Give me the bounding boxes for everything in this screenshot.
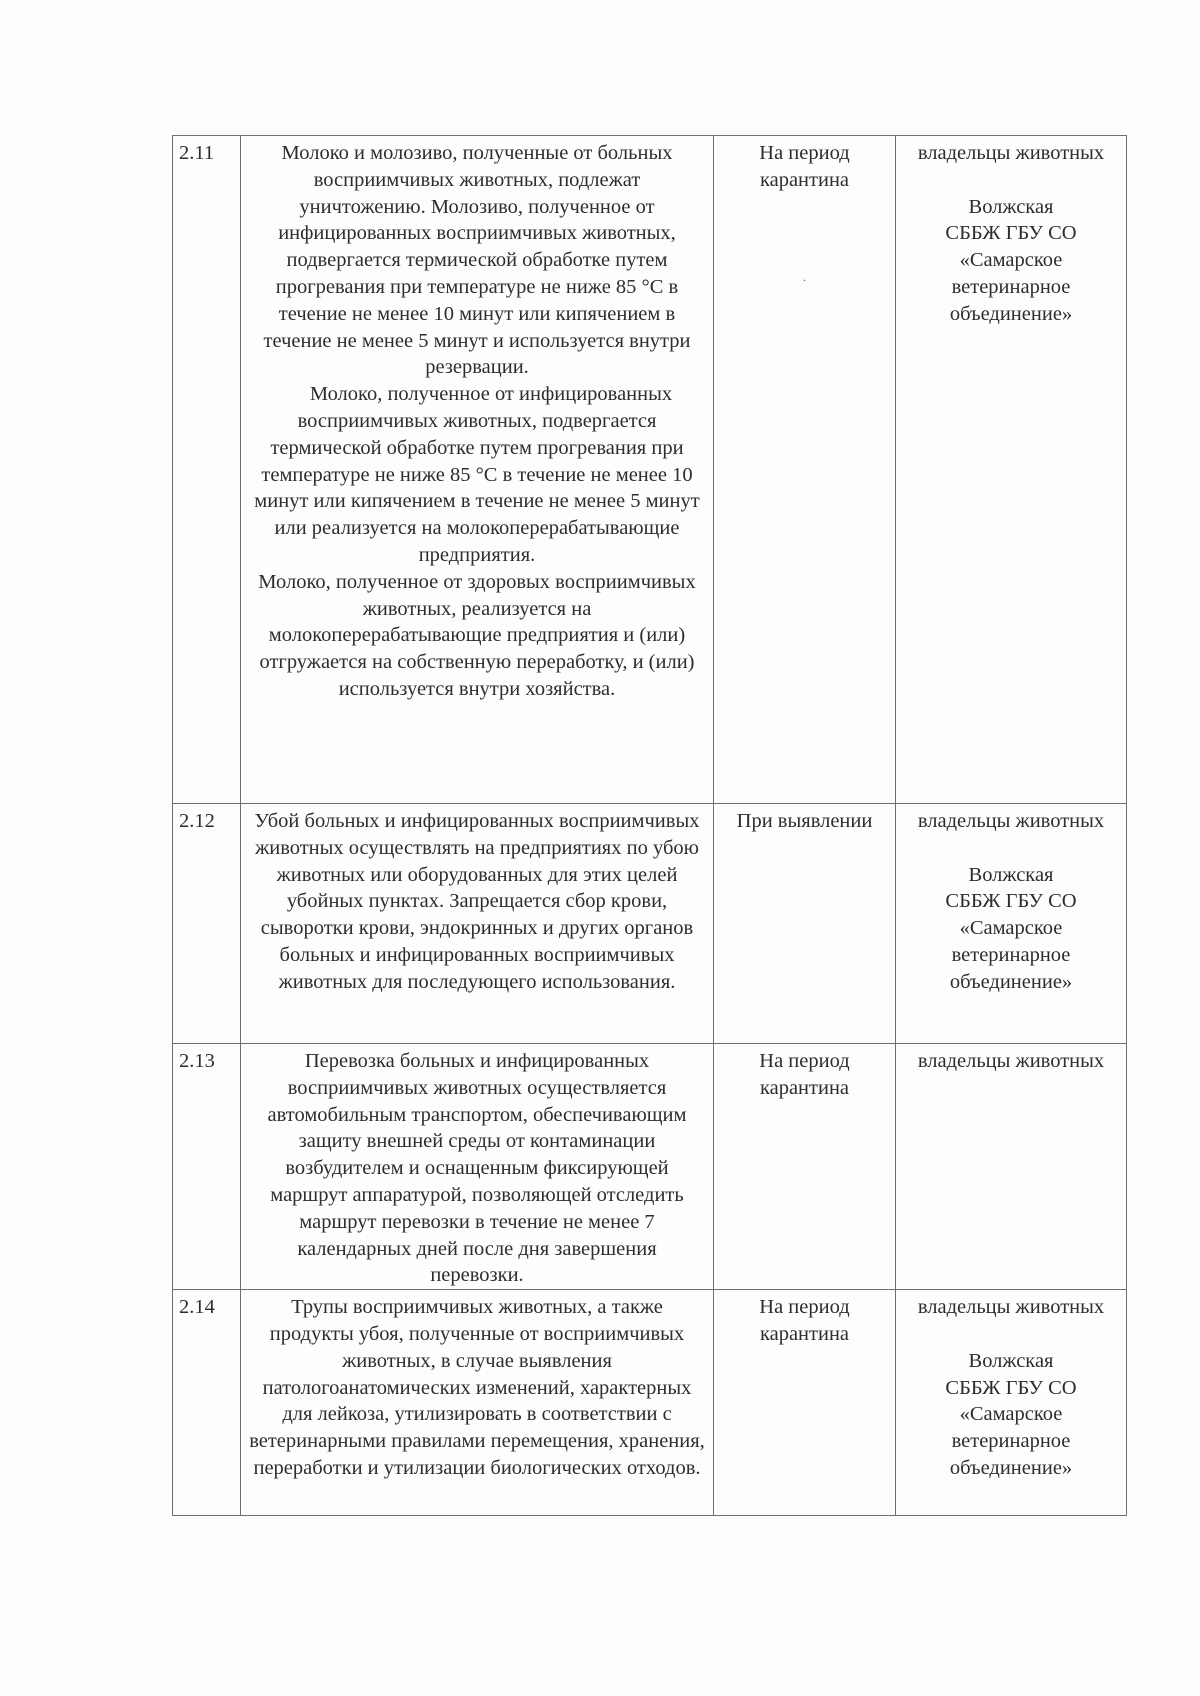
term-cell: [714, 1044, 896, 1290]
responsible-org-line: ветеринарное: [951, 943, 1071, 966]
measure-paragraph: Молоко и молозиво, полученные от больных восприимчивых животных, подлежат уничтожению. Молозиво, полученное от инфицированных восприимчивых животных, подвергается термической обработке путем прогревания при температуре не ниже 85 °С в течение не менее 10 минут или кипячением в течение не менее 5 минут и используется внутри резервации.: [263, 142, 691, 379]
responsible-owners: владельцы животных: [917, 810, 1105, 832]
responsible-org-line: СББЖ ГБУ СО: [945, 890, 1077, 913]
responsible-owners: владельцы животных: [917, 1050, 1105, 1072]
measure-text: [241, 136, 714, 804]
term-text: При выявлении: [736, 810, 873, 832]
table-row: [173, 136, 1127, 804]
term-cell: [714, 804, 896, 1044]
row-number: 2.14: [173, 1290, 241, 1516]
responsible-org-line: ветеринарное: [951, 275, 1071, 298]
measure-paragraph: Убой больных и инфицированных восприимчивых животных осуществлять на предприятиях по убою животных или оборудованных для этих целей убойных пунктах. Запрещается сбор крови, сыворотки крови, эндокринных и других органов больных и инфицированных восприимчивых животных для последующего использования.: [254, 810, 700, 993]
responsible-org-line: «Самарское: [959, 1403, 1063, 1426]
responsible-cell: [896, 1044, 1127, 1290]
measure-text: [241, 804, 714, 1044]
responsible-cell: [896, 804, 1127, 1044]
responsible-org-line: «Самарское: [959, 249, 1063, 272]
row-number: 2.12: [173, 804, 241, 1044]
row-number: 2.11: [173, 136, 241, 804]
responsible-org-line: объединение»: [949, 302, 1073, 325]
responsible-owners: владельцы животных: [917, 142, 1105, 164]
responsible-cell: [896, 136, 1127, 804]
responsible-org-line: объединение»: [949, 970, 1073, 993]
measure-text: [241, 1290, 714, 1516]
responsible-org-line: «Самарское: [959, 917, 1063, 940]
term-text: На период карантина: [759, 142, 850, 191]
responsible-org-line: объединение»: [949, 1456, 1073, 1479]
term-cell: [714, 136, 896, 804]
table-row: [173, 804, 1127, 1044]
measure-paragraph: Перевозка больных и инфицированных восприимчивых животных осуществляется автомобильным транспортом, обеспечивающим защиту внешней среды от контаминации возбудителем и оснащенным фиксирующей маршрут аппаратурой, позволяющей отследить маршрут перевозки в течение не менее 7 календарных дней после дня завершения перевозки.: [267, 1050, 687, 1287]
responsible-org-line: Волжская: [968, 863, 1054, 886]
measure-paragraph: Трупы восприимчивых животных, а также продукты убоя, полученные от восприимчивых животных, в случае выявления патологоанатомических изменений, характерных для лейкоза, утилизировать в соответствии с ветеринарными правилами перемещения, хранения, переработки и утилизации биологических отходов.: [249, 1296, 705, 1479]
responsible-owners: владельцы животных: [917, 1296, 1105, 1319]
measures-table: [172, 135, 1127, 1516]
term-text: На период карантина: [759, 1296, 850, 1345]
responsible-org-line: Волжская: [968, 195, 1054, 218]
table-row: [173, 1044, 1127, 1290]
term-text: На период карантина: [759, 1050, 850, 1099]
term-cell: [714, 1290, 896, 1516]
responsible-org-line: ветеринарное: [951, 1430, 1071, 1453]
measure-paragraph: Молоко, полученное от инфицированных восприимчивых животных, подвергается термической обработке путем прогревания при температуре не ниже 85 °С в течение не менее 10 минут или кипячением в течение не менее 5 минут или реализуется на молокоперерабатывающие предприятия.: [254, 383, 700, 566]
measure-text: [241, 1044, 714, 1290]
responsible-org-line: СББЖ ГБУ СО: [945, 222, 1077, 245]
term-mark: ·: [802, 272, 807, 287]
responsible-org-line: СББЖ ГБУ СО: [945, 1376, 1077, 1399]
row-number: 2.13: [173, 1044, 241, 1290]
measure-paragraph: Молоко, полученное от здоровых восприимчивых животных, реализуется на молокоперерабатывающие предприятия и (или) отгружается на собственную переработку, и (или) используется внутри хозяйства.: [258, 570, 696, 700]
table-row: [173, 1290, 1127, 1516]
responsible-org-line: Волжская: [968, 1349, 1054, 1372]
responsible-cell: [896, 1290, 1127, 1516]
